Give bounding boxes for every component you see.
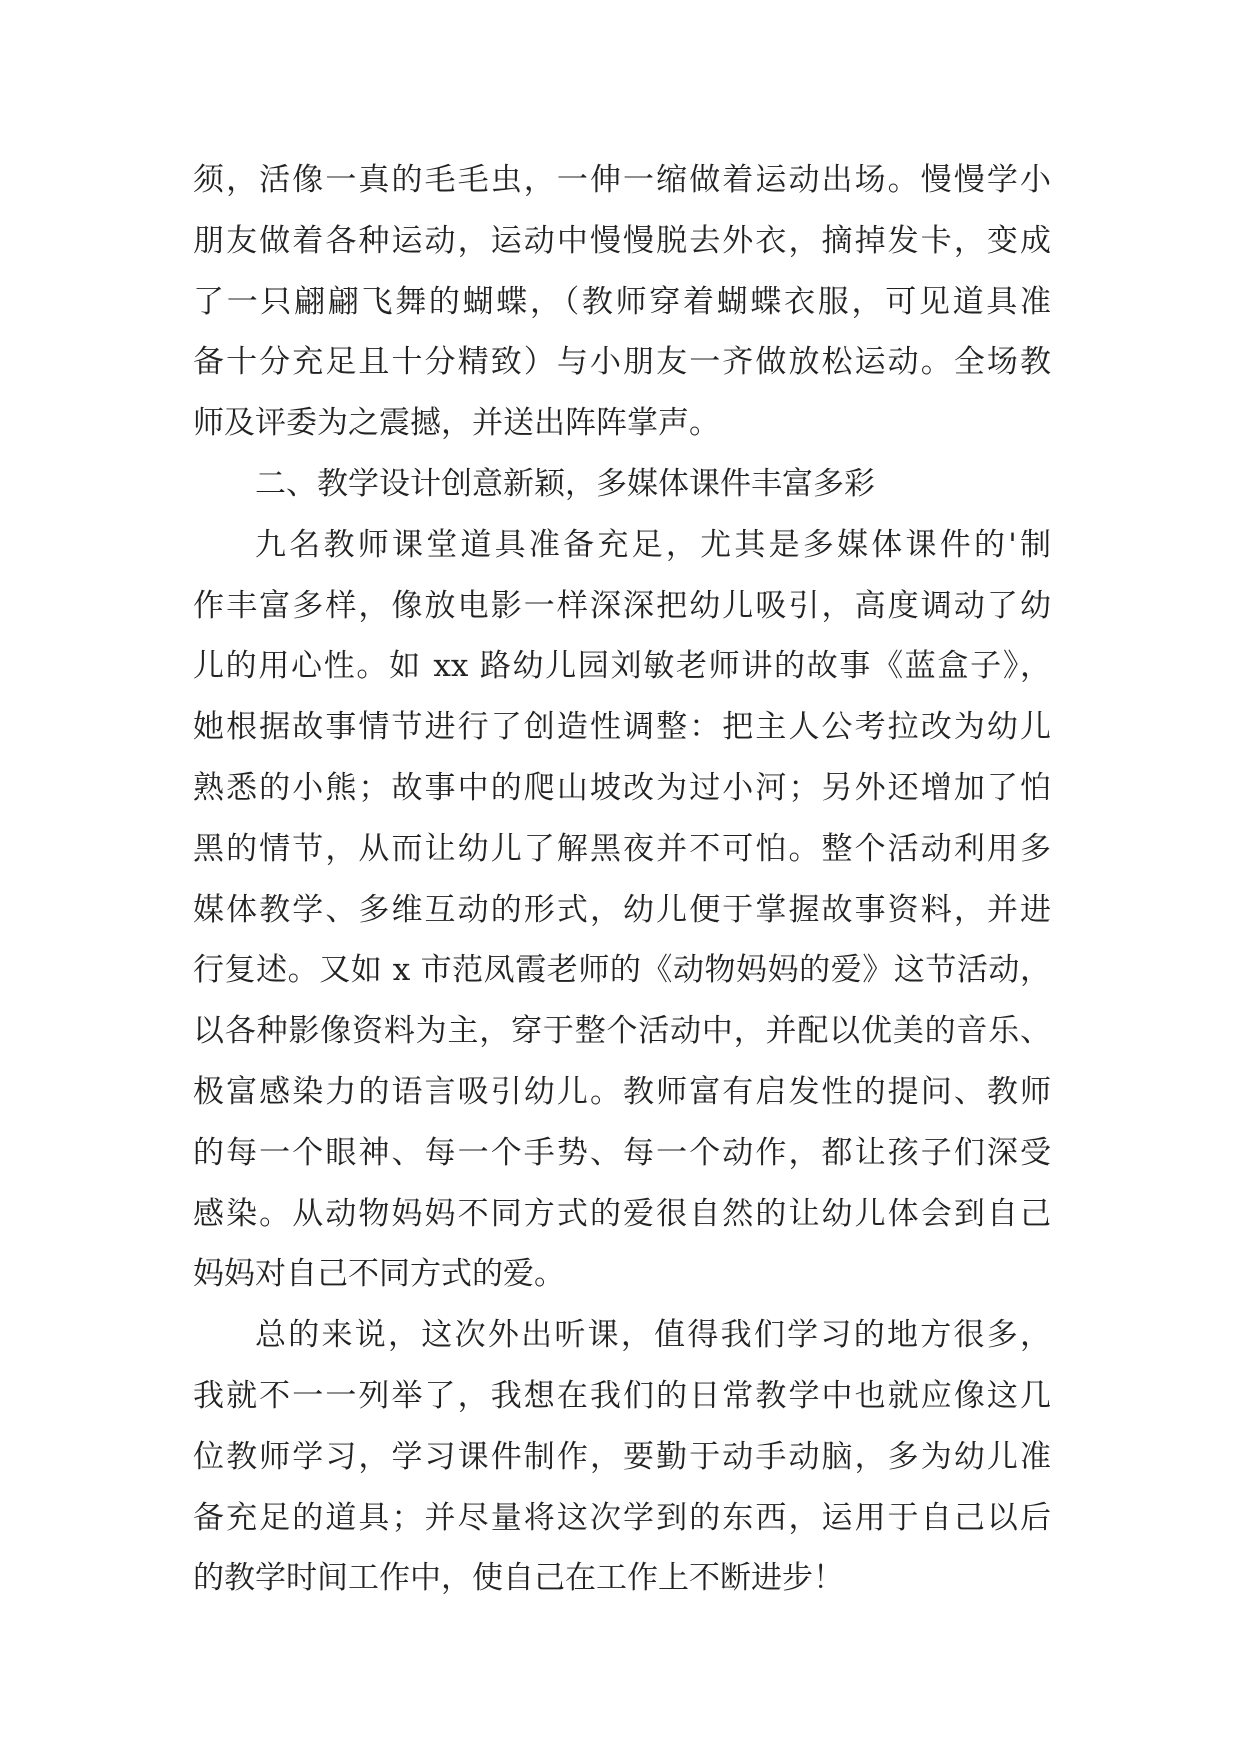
paragraph-line: 行复述。又如 x 市范凤霞老师的《动物妈妈的爱》这节活动， (193, 952, 1051, 989)
paragraph-line: 以各种影像资料为主，穿于整个活动中，并配以优美的音乐、 (193, 1013, 1051, 1050)
paragraph-line: 备十分充足且十分精致）与小朋友一齐做放松运动。全场教 (193, 344, 1051, 381)
paragraph-line: 极富感染力的语言吸引幼儿。教师富有启发性的提问、教师 (193, 1073, 1051, 1110)
paragraph-line: 须，活像一真的毛毛虫，一伸一缩做着运动出场。慢慢学小 (193, 162, 1051, 198)
paragraph-line: 师及评委为之震撼，并送出阵阵掌声。 (193, 405, 720, 442)
paragraph-line: 儿的用心性。如 xx 路幼儿园刘敏老师讲的故事《蓝盒子》， (193, 648, 1051, 685)
paragraph-line: 的教学时间工作中，使自己在工作上不断进步！ (193, 1560, 844, 1597)
paragraph-line: 媒体教学、多维互动的形式，幼儿便于掌握故事资料，并进 (193, 891, 1051, 928)
paragraph-line: 妈妈对自己不同方式的爱。 (193, 1256, 565, 1293)
paragraph-line: 位教师学习，学习课件制作，要勤于动手动脑，多为幼儿准 (193, 1438, 1051, 1475)
section-heading: 二、教学设计创意新颖，多媒体课件丰富多彩 (255, 465, 875, 502)
paragraph-line: 她根据故事情节进行了创造性调整：把主人公考拉改为幼儿 (193, 709, 1051, 746)
paragraph-line: 了一只翩翩飞舞的蝴蝶，（教师穿着蝴蝶衣服，可见道具准 (193, 283, 1051, 320)
paragraph-line: 的每一个眼神、每一个手势、每一个动作，都让孩子们深受 (193, 1134, 1051, 1171)
paragraph-line: 感染。从动物妈妈不同方式的爱很自然的让幼儿体会到自己 (193, 1195, 1051, 1232)
paragraph-line: 熟悉的小熊；故事中的爬山坡改为过小河；另外还增加了怕 (193, 769, 1051, 806)
paragraph-line: 作丰富多样，像放电影一样深深把幼儿吸引，高度调动了幼 (193, 587, 1051, 624)
paragraph-line: 备充足的道具；并尽量将这次学到的东西，运用于自己以后 (193, 1499, 1051, 1536)
paragraph-line: 九名教师课堂道具准备充足，尤其是多媒体课件的'制 (255, 526, 1051, 563)
paragraph-line: 朋友做着各种运动，运动中慢慢脱去外衣，摘掉发卡，变成 (193, 222, 1051, 259)
paragraph-line: 总的来说，这次外出听课，值得我们学习的地方很多， (255, 1317, 1051, 1354)
paragraph-line: 我就不一一列举了，我想在我们的日常教学中也就应像这几 (193, 1377, 1051, 1414)
paragraph-line: 黑的情节，从而让幼儿了解黑夜并不可怕。整个活动利用多 (193, 830, 1051, 867)
document-body (193, 150, 1051, 1609)
